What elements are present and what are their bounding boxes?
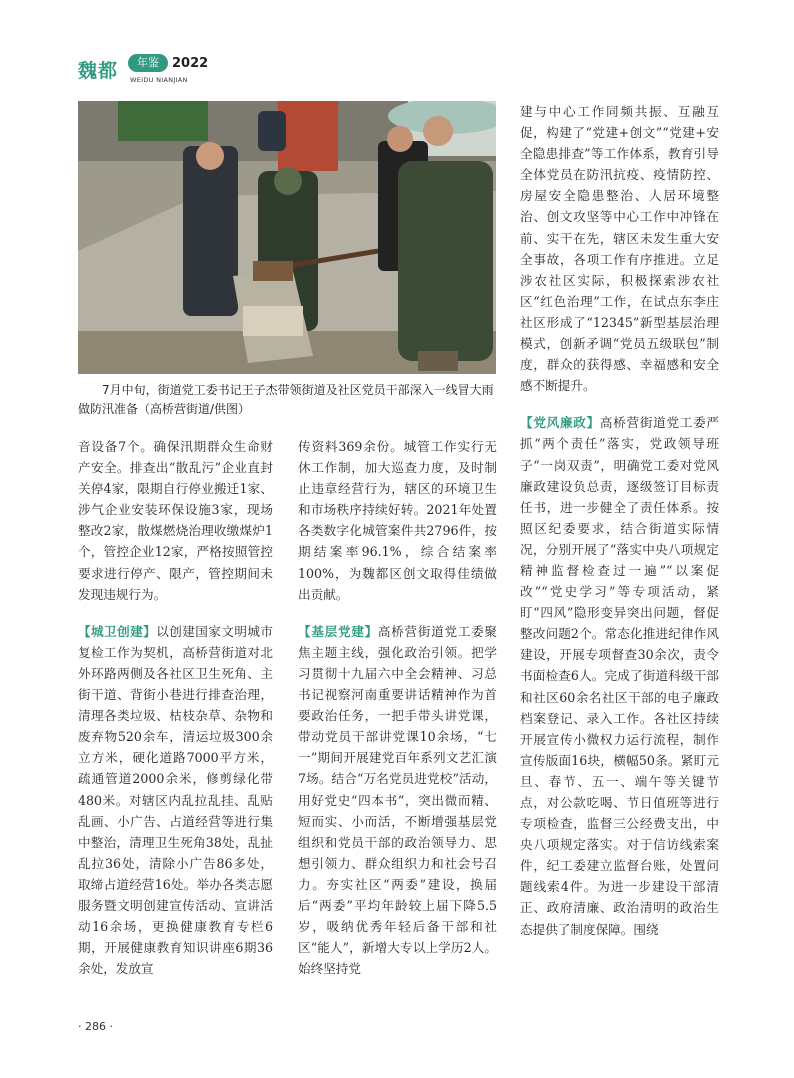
flood-prevention-photo	[78, 101, 496, 374]
brand-title: 魏都	[78, 60, 119, 82]
paragraph-party-building	[298, 621, 497, 980]
page-number: · 286 ·	[78, 1020, 113, 1033]
paragraph-city-health	[78, 621, 273, 980]
section-body: 以创建国家文明城市复检工作为契机，高桥营街道对北外环路两侧及各社区卫生死角、主街干道、背街小巷进行排查治理，清理各类垃圾、枯枝杂草、杂物和废弃物520余车，清运垃圾300余立方米，硬化道路7000平方米，疏通管道2000余米，修剪绿化带480米。对辖区内乱拉乱挂、乱贴乱画、小广告、占道经营等进行集中整治，清理卫生死角38处，乱扯乱拉36处，清除小广告86多处，取缔占道经营16处。举办各类志愿服务暨文明创建宣传活动、宣讲活动16余场，更换健康教育专栏6期，开展健康教育知识讲座6期36余处，发放宣	[78, 623, 274, 977]
paragraph: 音设备7个。确保汛期群众生命财产安全。排查出“散乱污”企业直封关停4家，限期自行停业搬迁1家、涉气企业安装环保设施3家，现场整改2家，散煤燃烧治理收缴煤炉1个，管控企业12家，严格按照管控要求进行停产、限产，管控期间未发现违规行为。	[78, 439, 273, 602]
photo-caption: 7月中旬，街道党工委书记王子杰带领街道及社区党员干部深入一线冒大雨做防汛准备（高桥营街道/供图）	[78, 383, 494, 416]
section-tag-party-building: 【基层党建】	[298, 623, 378, 639]
text-column-2	[298, 436, 497, 979]
section-body: 高桥营街道党工委聚焦主题主线，强化政治引领。把学习贯彻十九届六中全会精神、习总书记视察河南重要讲话精神作为首要政治任务，一把手带头讲党课，带动党员干部讲党课10余场，“七一”期间开展建党百年系列文艺汇演7场。结合“万名党员进党校”活动，用好党史“四本书”，突出微而精、短而实、小而活，不断增强基层党组织和党员干部的政治领导力、思想引领力、群众组织力和社会号召力。夯实社区“两委”建设，换届后“两委”平均年龄较上届下降5.5岁，吸纳优秀年轻后备干部和社区“能人”，新增大专以上学历2人。始终坚持党	[298, 623, 498, 977]
section-body: 高桥营街道党工委严抓“两个责任”落实，党政领导班子“一岗双责”，明确党工委对党风廉政建设负总责，逐级签订目标责任书，进一步健全了责任体系。按照区纪委要求，结合街道实际情况，分别开展了“落实中央八项规定精神监督检查过一遍”“以案促改”“党史学习”等专项活动，紧盯“四风”隐形变异突出问题，督促整改问题2个。常态化推进纪律作风建设，开展专项督查30余次，责令书面检查6人。完成了街道科级干部和社区60余名社区干部的电子廉政档案登记、录入工作。各社区持续开展宣传小微权力运行流程，制作宣传版面16块，横幅50条。紧盯元旦、春节、五一、端午等关键节点，对公款吃喝、节日值班等进行专项检查，监督三公经费支出，中央八项规定落实。对于信访线索案件，纪工委建立监督台账，处置问题线索4件。为进一步建设干部清正、政府清廉、政治清明的政治生态提供了制度保障。围绕	[520, 415, 720, 937]
brand-year: 2022	[172, 56, 209, 71]
paragraph: 建与中心工作同频共振、互融互促，构建了“党建+创文”“党建+安全隐患排查”等工作体系，教育引导全体党员在防汛抗疫、疫情防控、房屋安全隐患整治、人居环境整治、创文攻坚等中心工作中冲锋在前、实干在先，辖区未发生重大安全事故，各项工作有序推进。立足涉农社区实际，积极探索涉农社区“红色治理”工作，在试点东李庄社区形成了“12345”新型基层治理模式，创新矛调“党员五级联包”制度，群众的获得感、幸福感和安全感不断提升。	[520, 104, 719, 394]
section-tag-city-health: 【城卫创建】	[78, 623, 157, 639]
running-header	[78, 50, 238, 90]
brand-badge: 年鉴	[128, 54, 168, 72]
text-column-1	[78, 436, 273, 979]
section-tag-integrity: 【党风廉政】	[520, 415, 600, 431]
paragraph-integrity	[520, 412, 719, 939]
photo-illustration	[78, 101, 496, 374]
text-column-3	[520, 101, 719, 940]
brand-subtitle: WEIDU NIANJIAN	[130, 76, 188, 84]
paragraph: 传资料369余份。城管工作实行无休工作制，加大巡查力度，及时制止违章经营行为，辖区的环境卫生和市场秩序持续好转。2021年处置各类数字化城管案件共2796件，按期结案率96.1%，综合结案率100%，为魏都区创文取得佳绩做出贡献。	[298, 439, 497, 602]
